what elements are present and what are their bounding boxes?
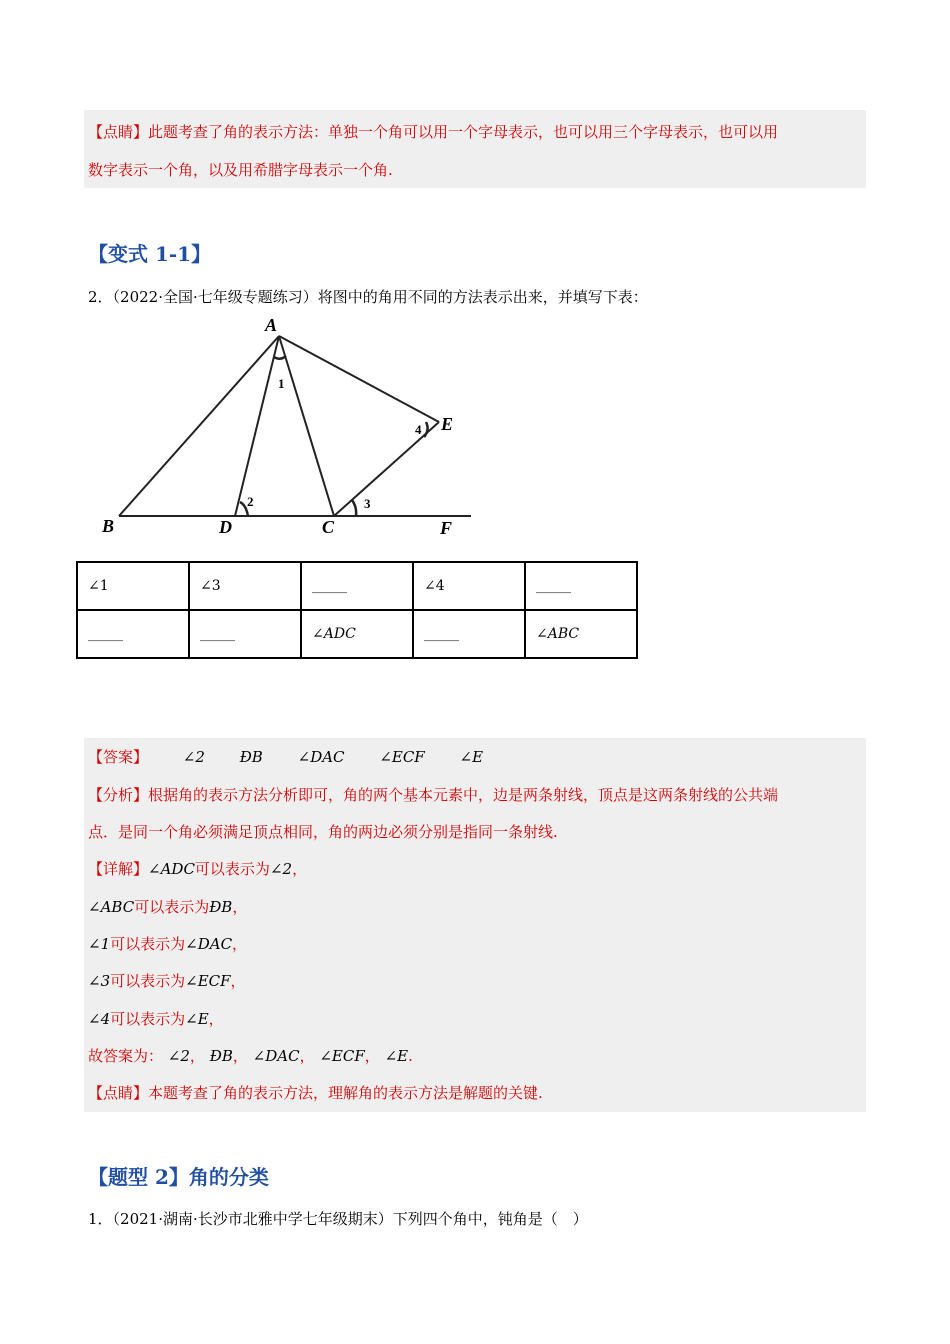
angle-table — [76, 561, 638, 659]
top-note-line1: 【点睛】此题考查了角的表示方法：单独一个角可以用一个字母表示，也可以用三个字母表示，也可以用 — [88, 123, 779, 141]
label-C: C — [322, 517, 335, 537]
table-cell: _____ — [525, 562, 637, 610]
label-B: B — [102, 516, 115, 536]
table-cell: _____ — [77, 610, 189, 658]
detail-line3: ∠1可以表示为∠DAC， — [88, 935, 248, 953]
answer-line — [88, 747, 483, 767]
mark-4: 4 — [415, 422, 422, 437]
variant-heading: 【变式 1-1】 — [88, 242, 212, 266]
detail-line5: ∠4可以表示为∠E， — [88, 1010, 224, 1028]
mark-3: 3 — [364, 496, 371, 511]
table-cell: ∠1 — [77, 562, 189, 610]
bottom-note-line: 【点睛】本题考查了角的表示方法，理解角的表示方法是解题的关键. — [88, 1084, 543, 1102]
detail-line1: 【详解】∠ADC可以表示为∠2， — [88, 860, 308, 878]
answer-tag: 【答案】 — [88, 748, 149, 766]
geometry-figure — [95, 312, 485, 542]
top-note-line2: 数字表示一个角，以及用希腊字母表示一个角. — [88, 161, 393, 179]
detail-line4: ∠3可以表示为∠ECF， — [88, 972, 246, 990]
table-cell: ∠3 — [189, 562, 301, 610]
label-D: D — [219, 517, 232, 537]
analysis-line2: 点．是同一个角必须满足顶点相同，角的两边必须分别是指同一条射线. — [88, 823, 558, 841]
type-heading: 【题型 2】角的分类 — [88, 1165, 269, 1189]
table-cell: ∠ABC — [525, 610, 637, 658]
table-cell: _____ — [301, 562, 413, 610]
bottom-note-tag: 【点睛】 — [88, 1084, 149, 1102]
segment-AD — [235, 336, 279, 516]
answer-item: ∠ECF — [379, 748, 425, 766]
analysis-line1: 【分析】根据角的表示方法分析即可，角的两个基本元素中，边是两条射线，顶点是这两条射线的公共端 — [88, 786, 779, 804]
label-F: F — [440, 518, 453, 538]
detail-tag: 【详解】 — [88, 860, 149, 878]
detail-line2: ∠ABC可以表示为ÐB， — [88, 898, 248, 916]
question-2: 2．（2022·全国·七年级专题练习）将图中的角用不同的方法表示出来，并填写下表： — [88, 288, 648, 306]
angle-3-arc — [352, 500, 356, 516]
table-row — [77, 610, 637, 658]
angle-4-arc — [424, 422, 428, 437]
segment-AE — [279, 336, 439, 422]
table-cell: _____ — [189, 610, 301, 658]
segment-AC — [279, 336, 334, 516]
answer-item: ∠E — [459, 748, 484, 766]
answer-item: ∠2 — [182, 748, 205, 766]
top-note-tag: 【点睛】 — [88, 123, 149, 141]
mark-1: 1 — [278, 376, 285, 391]
answer-item: ÐB — [239, 748, 263, 766]
analysis-tag: 【分析】 — [88, 786, 149, 804]
table-cell: _____ — [413, 610, 525, 658]
table-row — [77, 562, 637, 610]
angle-1-arc — [274, 356, 286, 359]
segment-AB — [119, 336, 279, 516]
label-E: E — [441, 414, 454, 434]
label-A: A — [265, 315, 278, 335]
final-answer-line: 故答案为： ∠2， ÐB， ∠DAC， ∠ECF， ∠E. — [88, 1047, 413, 1065]
question-1: 1．（2021·湖南·长沙市北雅中学七年级期末）下列四个角中，钝角是（ ） — [88, 1210, 588, 1228]
answer-item: ∠DAC — [297, 748, 345, 766]
table-cell: ∠4 — [413, 562, 525, 610]
table-cell: ∠ADC — [301, 610, 413, 658]
mark-2: 2 — [247, 494, 254, 509]
